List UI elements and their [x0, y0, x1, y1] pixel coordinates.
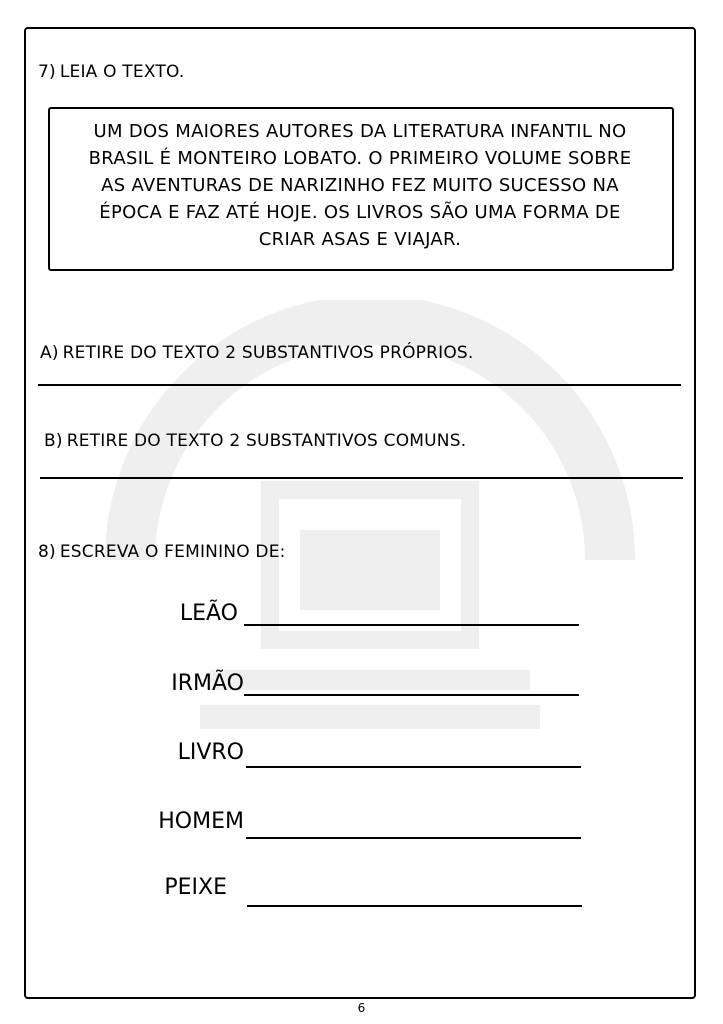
item-a-letter: A): [40, 343, 59, 363]
question-8-heading: [38, 542, 286, 562]
word-leao: LEÃO: [179, 601, 238, 626]
question-8-label: ESCREVA O FEMININO DE:: [59, 542, 286, 562]
word-irmao: IRMÃO: [171, 671, 244, 696]
item-b-label: RETIRE DO TEXTO 2 SUBSTANTIVOS COMUNS.: [66, 431, 467, 451]
passage-text: UM DOS MAIORES AUTORES DA LITERATURA INFANTIL NO BRASIL É MONTEIRO LOBATO. O PRIMEIRO VOLUME SOBRE AS AVENTURAS DE NARIZINHO FEZ MUITO SUCESSO NA ÉPOCA E FAZ ATÉ HOJE. OS LIVROS SÃO UMA FORMA DE CRIAR ASAS E VIAJAR.: [88, 121, 632, 250]
answer-line-homem[interactable]: [246, 837, 581, 839]
word-livro: LIVRO: [177, 740, 244, 765]
question-7-label: LEIA O TEXTO.: [59, 62, 185, 82]
word-peixe: PEIXE: [164, 875, 227, 900]
question-7-number: 7): [38, 62, 56, 82]
answer-line-leao[interactable]: [244, 624, 579, 626]
word-homem: HOMEM: [158, 809, 244, 834]
question-7-heading: [38, 62, 184, 82]
item-b-letter: B): [44, 431, 63, 451]
question-8-number: 8): [38, 542, 56, 562]
answer-line-peixe[interactable]: [247, 905, 582, 907]
answer-line-livro[interactable]: [246, 766, 581, 768]
answer-line-irmao[interactable]: [244, 694, 579, 696]
item-b-heading: [44, 431, 466, 451]
item-a-answer-line[interactable]: [38, 384, 681, 386]
item-a-heading: [40, 343, 474, 363]
page-number: 6: [357, 1001, 366, 1015]
item-b-answer-line[interactable]: [40, 477, 683, 479]
item-a-label: RETIRE DO TEXTO 2 SUBSTANTIVOS PRÓPRIOS.: [62, 343, 474, 363]
